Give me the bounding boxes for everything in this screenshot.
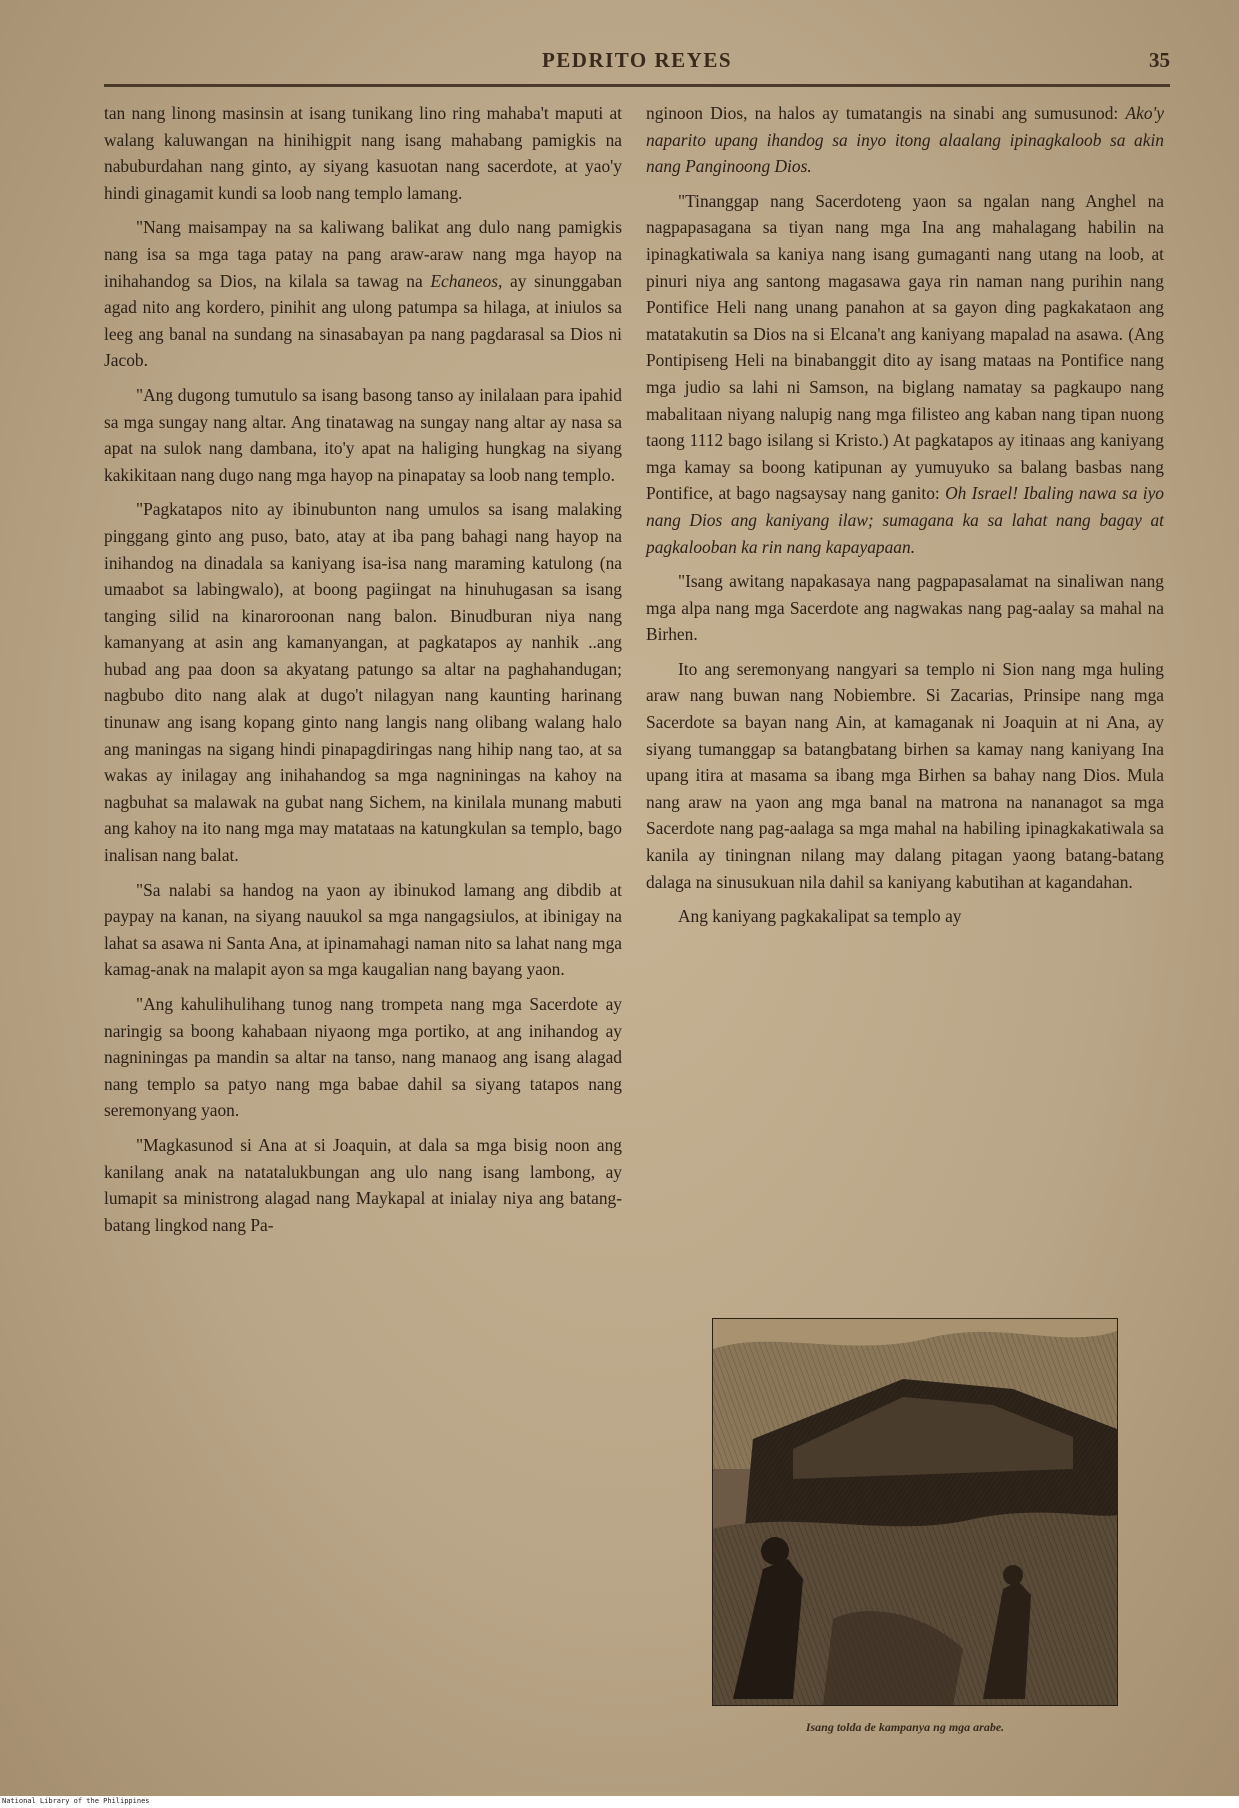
paragraph: "Pagkatapos nito ay ibinubunton nang umulos sa isang malaking pinggang ginto ang puso, bato, atay at iba pang bahagi nang hayop na inihandog na dinadala sa kaniyang isa-isa nang maraming katulong (na umaabot sa labingwalo), at boong pagiingat na hinuhugasan sa isang tanging silid na kinaroroonan nang balon. Binudburan niya nang kamanyang at asin ang kamanyangan, at pagkatapos ay nanhik ..ang hubad ang paa doon sa akyatang patungo sa altar na paghahandugan; nagbubo dito nang alak at dugo't nilagyan nang kaunting harinang tinunaw ang isang kopang ginto nang langis nang olibang walang halo ang maningas na sigang hindi pinapagdiringas nang hihip nang tao, at sa wakas ay inilagay ang inihahandog sa mga nagniningas na kahoy na nagbuhat sa malawak na gubat nang Sichem, na kinilala munang mabuti ang kahoy na ito nang mga may matataas na katungkulan sa templo, bago inalisan nang balat. <box>104 499 622 866</box>
paragraph: tan nang linong masinsin at isang tunikang lino ring mahaba't maputi at walang kaluwangan na hinihigpit nang isang mahabang pamigkis na nabuburdahan nang ginto, ay siyang kasuotan nang sacerdote, at yao'y hindi ginagamit kundi sa loob nang templo lamang. <box>104 103 622 203</box>
italic-quote: Ako'y naparito upang ihandog sa inyo itong alaalang ipinagkaloob sa akin nang Panginoong Dios. <box>646 103 1164 177</box>
figure-caption: Isang tolda de kampanya ng mga arabe. <box>805 1720 1005 1734</box>
page-number: 35 <box>1149 48 1170 72</box>
paragraph <box>104 214 622 374</box>
paragraph-text: ay sinunggaban agad nito ang kordero, pinihit ang ulong patumpa sa hilaga, at iniulos sa leeg ang banal na sundang na sinasabayan pa nang pagdarasal sa Dios ni Jacob. <box>104 270 622 371</box>
italic-term: Echaneos, <box>430 270 503 291</box>
paragraph: "Ang dugong tumutulo sa isang basong tanso ay inilalaan para ipahid sa mga sungay nang altar. Ang tinatawag na sungay nang altar ay nasa sa apat na sulok nang dambana, ito'y apat na haliging hungkag na siyang kakikitaan nang dugo nang mga hayop na pinapatay sa loob nang templo. <box>104 384 622 485</box>
right-column <box>646 100 1164 938</box>
italic-quote: Oh Israel! Ibaling nawa sa iyo nang Dios ang kaniyang ilaw; sumagana ka sa lahat nang bagay at pagkalooban ka rin nang kapayapaan. <box>646 483 1164 557</box>
header-rule <box>104 84 1170 87</box>
page-header <box>104 46 1170 78</box>
paragraph-text: nginoon Dios, na halos ay tumatangis na sinabi ang sumusunod: <box>646 103 1119 123</box>
engraving-illustration <box>712 1318 1118 1706</box>
paragraph: Ang kaniyang pagkakalipat sa templo ay <box>678 906 962 927</box>
paragraph <box>646 100 1164 180</box>
paragraph-text: "Nang maisampay na sa kaliwang balikat ang dulo nang pamigkis nang isa sa mga taga patay na pang araw-araw nang mga hayop na inihahandog sa Dios, na kilala sa tawag na <box>104 217 622 291</box>
paragraph: "Magkasunod si Ana at si Joaquin, at dala sa mga bisig noon ang kanilang anak na natatalukbungan ang ulo nang isang lambong, ay lumapit sa ministrong alagad nang Maykapal at inialay niya ang batang-batang lingkod nang Pa- <box>104 1134 622 1235</box>
paragraph: "Isang awitang napakasaya nang pagpapasalamat na sinaliwan nang mga alpa nang mga Sacerdote ang nagwakas nang pag-aalay sa mahal na Birhen. <box>646 571 1164 645</box>
paragraph-text: "Tinanggap nang Sacerdoteng yaon sa ngalan nang Anghel na nagpapasagana sa tiyan nang mga Ina ang mahalagang habilin na ipinagkatiwala sa kaniya nang isang gumaganti nang utang na loob, at pinuri niya ang santong magasawa gaya rin naman nang purihin nang Pontifice Heli nang unang panahon at sa gayon ding pagkakataon ang matatakutin sa Dios na si Elcana't ang kaniyang mapalad na asawa. (Ang Pontipiseng Heli na binabanggit dito ay isang mataas na Pontifice nang mga judio sa lahi ni Samson, na biglang namatay sa pagkaupo nang mabalitaan niyang nalupig nang mga filisteo ang kaban nang tipan nuong taong 1112 bago isilang si Kristo.) At pagkatapos ay itinaas ang kaniyang mga kamay sa boong katipunan ay yumuyuko sa balang basbas nang Pontifice, at bago nagsaysay nang ganito: <box>646 190 1164 504</box>
footer-strip <box>0 1796 1239 1808</box>
paragraph: "Ang kahulihulihang tunog nang trompeta nang mga Sacerdote ay naringig sa boong kahabaan niyaong mga portiko, at ang inihandog ay nagniningas pa mandin sa altar na tanso, nang manaog ang isang alagad nang templo sa patyo nang mga babae dahil sa siyang tatapos nang seremonyang yaon. <box>104 994 622 1121</box>
tent-engraving <box>713 1319 1117 1705</box>
paragraph: Ito ang seremonyang nangyari sa templo ni Sion nang mga huling araw nang buwan nang Nobiembre. Si Zacarias, Prinsipe nang mga Sacerdote sa bayan nang Ain, at kamaganak ni Joaquin at ni Ana, ay siyang tumanggap sa batangbatang birhen sa kamay nang kaniyang Ina upang itira at masama sa ibang mga Birhen sa bahay nang Dios. Mula nang araw na yaon ang mga banal na matrona na nananagot sa mga Sacerdote nang pag-aalaga sa mga mahal na habiling ipinagkakatiwala sa kanila ay tiningnan nilang may dalang pitagan yaong batang-batang dalaga na sinusukuan nila dahil sa kaniyang kabutihan at kagandahan. <box>646 658 1164 892</box>
paragraph <box>646 188 1164 560</box>
left-column <box>104 100 622 1246</box>
paragraph: "Sa nalabi sa handog na yaon ay ibinukod lamang ang dibdib at paypay na kanan, na siyang nauukol sa mga nangagsiulos, at ibinigay na lahat sa asawa ni Santa Ana, at ipinamahagi naman nito sa lahat nang mga kamag-anak na malapit ayon sa mga kaugalian nang bayang yaon. <box>104 879 622 980</box>
running-title: PEDRITO REYES <box>541 48 733 72</box>
footer-credit: National Library of the Philippines <box>2 1797 150 1805</box>
